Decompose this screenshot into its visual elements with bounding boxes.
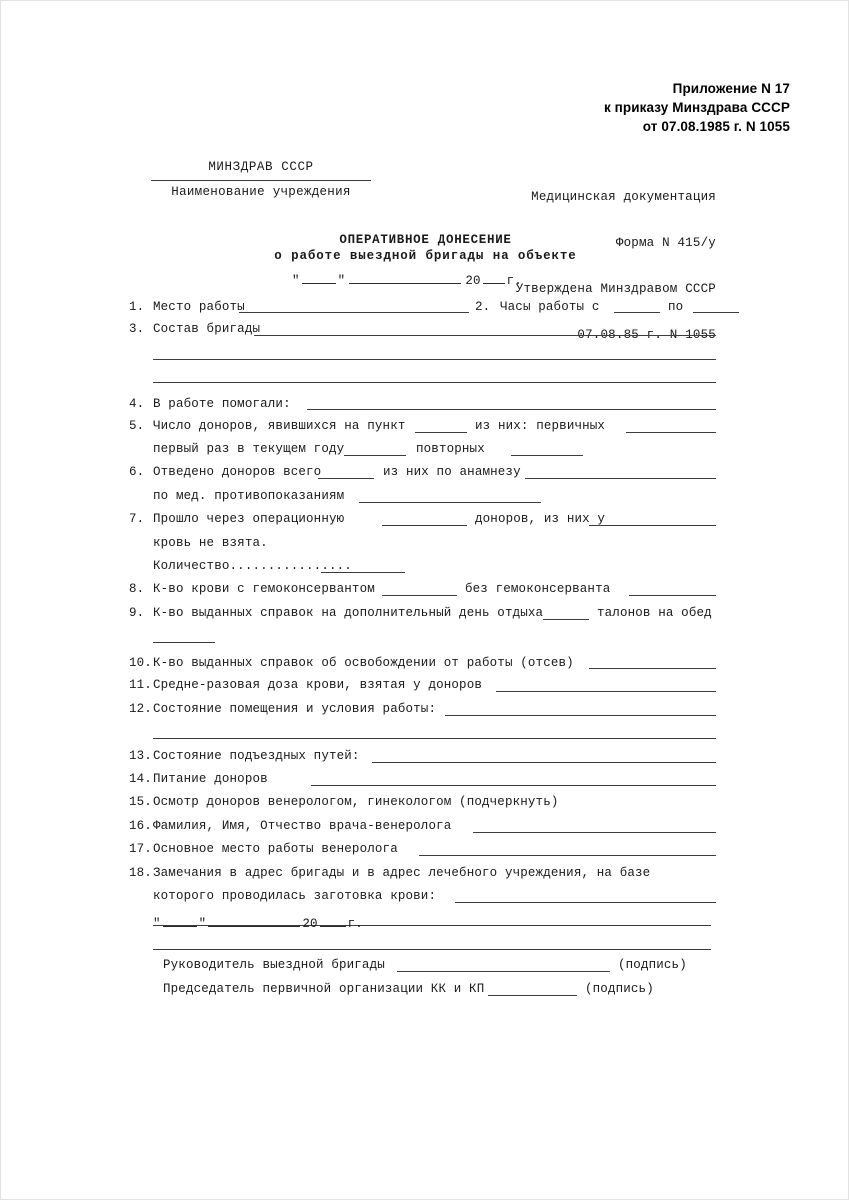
sig-1-label: Руководитель выездной бригады <box>163 958 385 973</box>
sig-2-note: (подпись) <box>585 981 654 996</box>
item-12-number: 12. <box>129 701 152 716</box>
item-11-blank[interactable] <box>496 691 716 692</box>
item-17-label: Основное место работы венеролога <box>153 842 398 857</box>
item-2-number: 2. <box>475 300 491 315</box>
footer-date-year-suffix: г. <box>347 917 363 931</box>
footer-date-month-blank[interactable] <box>208 913 300 927</box>
item-8-number: 8. <box>129 582 145 597</box>
form-item-16 <box>1 815 849 838</box>
item-4-blank[interactable] <box>307 409 716 410</box>
item-5-label: Число доноров, явившихся на пункт <box>153 418 406 433</box>
item-10-blank[interactable] <box>589 668 716 669</box>
signature-block <box>1 913 849 1001</box>
item-13-number: 13. <box>129 748 152 763</box>
spacer-row <box>1 936 849 954</box>
footer-date-quote-close: " <box>198 917 207 931</box>
form-item-3-cont-2 <box>1 365 849 388</box>
item-18-label: Замечания в адрес бригады и в адрес лечебного учреждения, на базе <box>153 865 651 880</box>
item-9-part2: талонов на обед <box>597 605 712 620</box>
footer-date-day-blank[interactable] <box>163 913 197 927</box>
item-5-part2: из них: первичных <box>475 418 606 433</box>
item-6-line2: по мед. противопоказаниям <box>153 488 345 503</box>
form-item-7-line2 <box>1 532 849 555</box>
footer-date-row <box>1 913 849 936</box>
form-item-14 <box>1 768 849 791</box>
form-item-5-line2 <box>1 438 849 461</box>
item-14-label: Питание доноров <box>153 772 268 787</box>
form-item-18-line2 <box>1 885 849 908</box>
item-5-line2a: первый раз в текущем году <box>153 441 345 456</box>
form-item-3-cont-1 <box>1 342 849 365</box>
form-item-17 <box>1 838 849 861</box>
form-item-11 <box>1 674 849 697</box>
item-10-label: К-во выданных справок об освобождении от работы (отсев) <box>153 656 574 671</box>
form-item-12 <box>1 698 849 721</box>
item-18-number: 18. <box>129 865 152 880</box>
item-3-blank[interactable] <box>254 335 716 336</box>
item-5-line2b: повторных <box>416 441 485 456</box>
item-13-label: Состояние подъездных путей: <box>153 748 360 763</box>
appendix-line-1: Приложение N 17 <box>672 81 790 96</box>
footer-date-quote-open: " <box>153 917 161 931</box>
item-6-anamnesis-blank[interactable] <box>525 478 716 479</box>
form-number-label: Форма N 415/у <box>615 236 716 251</box>
footer-date-year-prefix: 20 <box>302 917 318 931</box>
appendix-line-3: от 07.08.1985 г. N 1055 <box>642 119 790 134</box>
form-item-15 <box>1 791 849 814</box>
item-12-label: Состояние помещения и условия работы: <box>153 701 437 716</box>
item-7-count-blank[interactable] <box>382 525 467 526</box>
approval-date-label: 07.08.85 г. N 1055 <box>577 328 716 343</box>
date-month-blank[interactable] <box>349 270 461 284</box>
item-9-meal-blank[interactable] <box>153 642 215 643</box>
item-8-without-blank[interactable] <box>629 595 716 596</box>
report-date-group <box>292 270 522 293</box>
item-10-number: 10. <box>129 656 152 671</box>
item-7-part2: доноров, из них у <box>475 512 606 527</box>
item-6-total-blank[interactable] <box>318 478 374 479</box>
footer-date-group <box>153 913 363 936</box>
item-9-number: 9. <box>129 605 145 620</box>
item-11-number: 11. <box>129 678 152 693</box>
form-item-18 <box>1 862 849 885</box>
signature-row-chairman <box>1 978 849 1001</box>
form-item-5 <box>1 415 849 438</box>
item-5-repeat-blank[interactable] <box>511 455 583 456</box>
footer-date-year-blank[interactable] <box>320 913 346 927</box>
item-8-label: К-во крови с гемоконсервантом <box>153 582 375 597</box>
report-date-row <box>1 273 849 296</box>
title-sub: о работе выездной бригады на объекте <box>274 249 577 263</box>
doc-type-label: Медицинская документация <box>531 189 716 204</box>
date-day-blank[interactable] <box>302 270 336 284</box>
item-12-blank[interactable] <box>445 715 716 716</box>
item-7-notaken-blank[interactable] <box>589 525 716 526</box>
form-item-10 <box>1 648 849 674</box>
item-16-number: 16. <box>129 818 152 833</box>
institution-name-rule <box>151 180 371 181</box>
sig-2-blank[interactable] <box>488 995 577 996</box>
sig-1-blank[interactable] <box>397 971 610 972</box>
item-7-line3: Количество................ <box>153 558 352 573</box>
form-item-1-2 <box>1 296 849 318</box>
signature-row-leader <box>1 954 849 977</box>
sig-2-label: Председатель первичной организации КК и КП <box>163 981 485 996</box>
sig-1-note: (подпись) <box>618 958 687 973</box>
item-14-number: 14. <box>129 772 152 787</box>
item-7-label: Прошло через операционную <box>153 512 345 527</box>
item-16-label: Фамилия, Имя, Отчество врача-венеролога <box>153 818 452 833</box>
form-item-8 <box>1 578 849 601</box>
item-15-number: 15. <box>129 795 152 810</box>
form-item-9 <box>1 602 849 625</box>
item-6-contraindication-blank[interactable] <box>359 502 541 503</box>
item-8-part2: без гемоконсерванта <box>465 582 611 597</box>
form-body <box>1 273 849 955</box>
item-2-mid: по <box>668 300 684 315</box>
item-1-label: Место работы <box>153 300 245 315</box>
date-quote-open: " <box>292 274 300 288</box>
item-7-number: 7. <box>129 512 145 527</box>
item-17-number: 17. <box>129 842 152 857</box>
item-1-blank[interactable] <box>239 312 469 313</box>
page-title <box>1 232 849 264</box>
item-16-blank[interactable] <box>473 832 716 833</box>
item-5-primary-blank[interactable] <box>626 432 716 433</box>
form-item-3 <box>1 318 849 341</box>
item-6-label: Отведено доноров всего <box>153 465 322 480</box>
title-main: ОПЕРАТИВНОЕ ДОНЕСЕНИЕ <box>339 233 512 247</box>
form-item-7-line3 <box>1 555 849 578</box>
item-7-quantity-blank[interactable] <box>321 572 405 573</box>
item-18-line2: которого проводилась заготовка крови: <box>153 888 437 903</box>
institution-block <box>151 159 371 201</box>
date-quote-close: " <box>337 274 346 288</box>
item-5-count-blank[interactable] <box>415 432 467 433</box>
item-7-line2: кровь не взята. <box>153 535 268 550</box>
item-4-label: В работе помогали: <box>153 396 291 411</box>
item-12-continuation[interactable] <box>153 738 716 739</box>
item-1-number: 1. <box>129 300 145 315</box>
form-item-4 <box>1 389 849 415</box>
item-15-label[interactable]: Осмотр доноров венерологом, гинекологом (подчеркнуть) <box>153 795 559 810</box>
item-4-number: 4. <box>129 396 145 411</box>
item-17-blank[interactable] <box>419 855 716 856</box>
item-5-number: 5. <box>129 418 145 433</box>
institution-name-caption: Наименование учреждения <box>171 185 351 199</box>
item-3-continuation-1[interactable] <box>153 359 716 360</box>
appendix-line-2: к приказу Минздрава СССР <box>603 100 790 115</box>
item-2-label: Часы работы с <box>500 300 600 315</box>
form-item-9-line2 <box>1 625 849 648</box>
item-5-firsttime-blank[interactable] <box>344 455 406 456</box>
item-6-part2: из них по анамнезу <box>383 465 521 480</box>
item-13-blank[interactable] <box>372 762 716 763</box>
item-14-blank[interactable] <box>311 785 716 786</box>
item-3-continuation-2[interactable] <box>153 382 716 383</box>
item-8-with-blank[interactable] <box>382 595 457 596</box>
item-2-from-blank[interactable] <box>614 312 660 313</box>
date-year-prefix: 20 <box>465 274 481 288</box>
form-item-7 <box>1 508 849 531</box>
appendix-reference <box>604 79 790 136</box>
item-9-label: К-во выданных справок на дополнительный день отдыха <box>153 605 544 620</box>
form-item-6-line2 <box>1 485 849 508</box>
ministry-label: МИНЗДРАВ СССР <box>208 160 314 174</box>
approved-by-label: Утверждена Минздравом СССР <box>515 282 716 297</box>
item-11-label: Средне-разовая доза крови, взятая у доноров <box>153 678 483 693</box>
date-year-blank[interactable] <box>483 270 505 284</box>
form-item-6 <box>1 461 849 484</box>
item-2-to-blank[interactable] <box>693 312 739 313</box>
form-item-12-cont <box>1 721 849 744</box>
item-18-blank[interactable] <box>455 902 716 903</box>
date-year-suffix: г. <box>506 274 522 288</box>
item-6-number: 6. <box>129 465 145 480</box>
item-3-label: Состав бригады <box>153 322 261 337</box>
item-3-number: 3. <box>129 322 145 337</box>
form-item-13 <box>1 745 849 768</box>
item-9-restday-blank[interactable] <box>543 619 589 620</box>
